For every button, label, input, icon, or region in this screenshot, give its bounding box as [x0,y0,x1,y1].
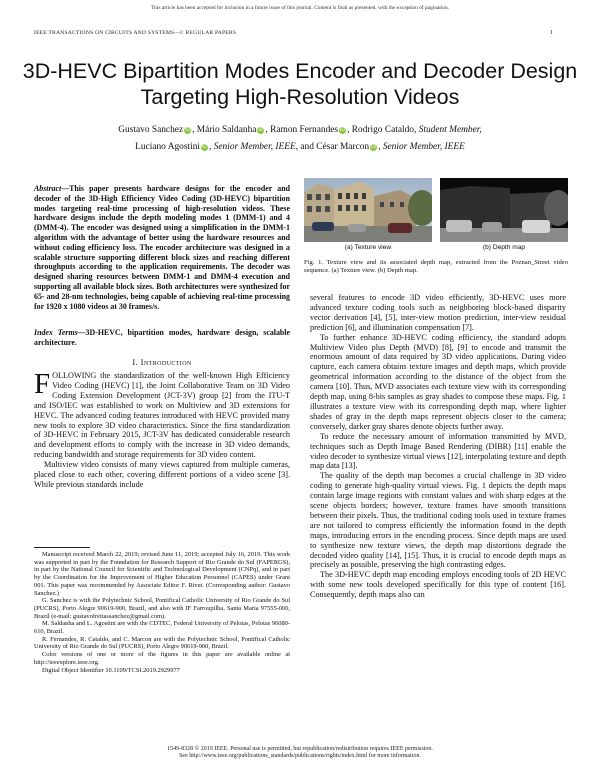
introduction-text: FOLLOWING the standardization of the well-known High Efficiency Video Coding (HEVC) [1], the Joint Collaborative Team on 3D Video Coding Extension Development (JCT-3V) group [2] from the ITU-T and ISO/IEC was established to work on Multiview and 3D extensions for HEVC. The advanced coding features introduced with HEVC provided many new tools to explore 3D video characteristics. Since the first standardization of 3D-HEVC in February 2015, JCT-3V has dedicated considerable research and development efforts to comply with the increase in 3D video demands, reducing bandwidth and storage requirements for 3D video content. Multiview video consists of many views captured from multiple cameras, placed close to each other, covering different portions of a video scene [3]. While previous standards include [34,368,290,489]
figure-1 [304,178,568,256]
footnotes [34,551,290,674]
figure-sublabel-a: (a) Texture view [344,244,392,251]
paragraph: The 3D-HEVC depth map encoding employs encoding tools of 2D HEVC with some new tools developed specifically for this type of content [16]. Consequently, depth maps also can [310,570,566,600]
depth-map-image [440,178,568,242]
author-name: and César Marcon [300,142,370,152]
footnote: Manuscript received March 22, 2019; revised June 11, 2019; accepted July 16, 2019. This work was supported in part by the Foundation for Research Support of Rio Grande do Sul (FAPERGS), in part by the National Council for Scientific and Technological Development (CNPq), and in part by the Coordination for the Improvement of Higher Education Personnel (CAPES) under Grant 001. This paper was recommended by Associate Editor F. Rivet. (Corresponding author: Gustavo Sanchez.) [34,551,290,597]
author-name: Mário Saldanha [196,125,257,135]
paper-title: 3D-HEVC Bipartition Modes Encoder and Decoder Design Targeting High-Resolution Videos [22,59,578,109]
running-head: IEEE TRANSACTIONS ON CIRCUITS AND SYSTEMS—I: REGULAR PAPERS [34,30,237,36]
author-membership: Senior Member, IEEE [382,142,465,152]
paragraph: several features to encode 3D video efficiently, 3D-HEVC uses more advanced texture coding tools such as neighboring block-based disparity vector derivation [4], [5], inter-view motion prediction, inter-view residual prediction [6], and illumination compensation [7]. [310,293,566,332]
paragraph: The quality of the depth map becomes a crucial challenge in 3D video coding to generate high-quality virtual views. Fig. 1 depicts the depth maps contain large image regions with constant values and with sharp edges at the scene objects borders; however, texture frames have smooth transitions between their pixels. Thus, the traditional coding tools used in texture frames are not tailored to compress efficiently the information found in the depth maps, introducing errors in the encoding process. Since depth maps are used to synthesize new texture views, the depth map distortions degrade the decoded video quality [14], [15]. Thus, it is crucial to encode depth maps as precisely as possible, preserving the high contrasting edges. [310,471,566,570]
figure-caption: Fig. 1. Texture view and its associated depth map, extracted from the Poznan_Street video sequence. (a) Texture view. (b) Depth map. [304,259,568,274]
author-line-2: Luciano Agostini iD , Senior Member, IEEE, and César Marcon iD , Senior Member, IEEE [135,142,465,152]
author-list [40,122,560,156]
texture-view-image [304,178,432,242]
author-line-1: Gustavo Sanchez iD , Mário Saldanha iD , Ramon Fernandes iD , Rodrigo Cataldo, Student Member, [118,125,482,135]
footnote: R. Fernandes, R. Cataldo, and C. Marcon are with the Polytechnic School, Pontifical Catholic University of Rio Grande do Sul (PUCRS), Porto Alegre 90619-900, Brazil. [34,635,290,651]
index-terms: Index Terms—3D-HEVC, bipartition modes, hardware design, scalable architecture. [34,328,290,347]
author-name: Ramon Fernandes [270,125,339,135]
footnote: G. Sanchez is with the Polytechnic School, Pontifical Catholic University of Rio Grande do Sul (PUCRS), Porto Alegre 90619-900, Brazil, and also with IF Farroupilha, Santa Maria 97555-000, Brazil (e-mail: gustavofreitassanchez@gmail.com). [34,597,290,620]
author-membership: Senior Member, IEEE, [213,142,299,152]
acceptance-notice: This article has been accepted for inclusion in a future issue of this journal. Content is final as presented, with the exception of pagination. [150,5,450,11]
footnote: Color versions of one or more of the figures in this paper are available online at http://ieeexplore.ieee.org. [34,651,290,666]
copyright-notice: 1549-8328 © 2019 IEEE. Personal use is permitted, but republication/redistribution requires IEEE permission. See http://www.ieee.org/publications_standards/publications/rights/index.html for more information. [167,746,433,760]
footnote: Digital Object Identifier 10.1109/TCSI.2019.2929977 [42,666,180,674]
author-name: Luciano Agostini [135,142,200,152]
right-column-text [310,293,566,600]
orcid-icon[interactable]: iD [202,144,207,150]
orcid-icon[interactable]: iD [258,127,264,133]
paragraph: To reduce the necessary amount of information transmitted by MVD, techniques such as Depth Image Based Rendering (DIBR) [11] enable the video decoder to synthesize virtual views [12], interpolating texture and depth map data [13]. [310,431,566,471]
orcid-icon[interactable]: iD [185,127,190,133]
paragraph: To further enhance 3D-HEVC coding efficiency, the standard adopts Multiview Video plus Depth (MVD) [8], [9] to encode and transmit the enormous amount of data required by 3D video applications. During video capture, each camera obtains texture images and depth maps, which provide geometrical information according to the distance of the object from the camera [10]. Thus, MVD associates each texture view with its corresponding depth map, using 8-bis samples as gray shades to compose these maps. Fig. 1 illustrates a texture view with its corresponding depth map, where lighter shades of gray in the depth maps represent objects closer to the camera; conversely, darker gray shares denote objects further away. [310,332,566,431]
author-name: Gustavo Sanchez [118,125,184,135]
figure-sublabel-b: (b) Depth map [482,244,526,251]
orcid-icon[interactable]: iD [371,144,376,150]
drop-cap: F [34,368,51,400]
page-number: 1 [550,30,553,36]
author-name: Rodrigo Cataldo [351,125,414,135]
author-membership: Student Member, [418,125,482,135]
abstract: Abstract—This paper presents hardware designs for the encoder and decoder of the 3D-High Efficiency Video Coding (3D-HEVC) bipartition modes targeting real-time processing of high-resolution videos. These hardware designs include the depth modeling modes 1 (DMM-1) and 4 (DMM-4). The encoder was designed using a simplification in the DMM-1 algorithm with the advantage of better using the hardware resources and without coding efficiency loss. The encoder architecture was designed in a scalable structure supporting different block sizes and reaching different throughputs according to the application requirements. The decoder was designed sharing resources between DMM-1 and DMM-4 execution and supporting all available block sizes. Both architectures were synthesized for 65- and 28-nm technologies, being capable of achieving real-time processing for 1920 x 1080 videos at 30 frames/s. [34,184,290,311]
section-heading: I. Introduction [132,357,192,367]
footnote: M. Saldanha and L. Agostini are with the CDTEC, Federal University of Pelotas, Pelotas 96080-610, Brazil. [34,620,290,636]
footnote-divider [34,547,90,548]
orcid-icon[interactable]: iD [340,127,345,133]
